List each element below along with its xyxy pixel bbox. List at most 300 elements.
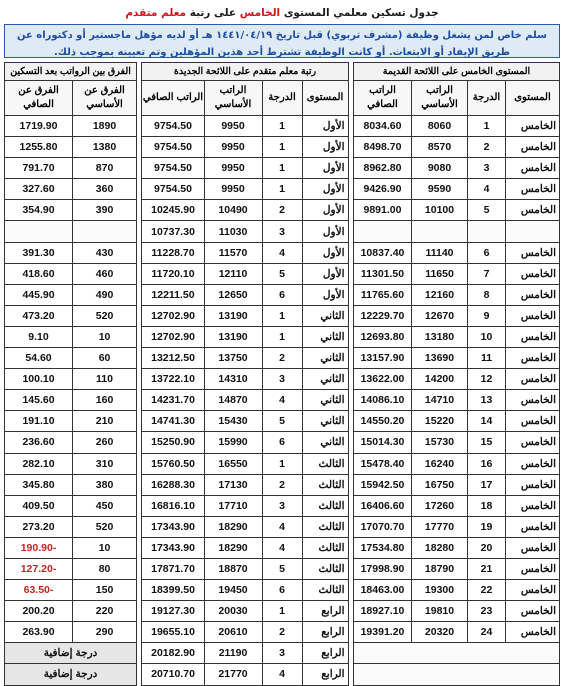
cell-level: الخامس xyxy=(506,305,560,326)
cell-net-salary: 8034.60 xyxy=(353,116,411,137)
cell-grade: 5 xyxy=(468,200,506,221)
cell-basic-salary: 14710 xyxy=(412,390,468,411)
cell-level: الخامس xyxy=(506,242,560,263)
table-row xyxy=(353,263,559,284)
cell-grade: 18 xyxy=(468,495,506,516)
table-row xyxy=(142,516,348,537)
cell-net-salary: 13157.90 xyxy=(353,348,411,369)
cell-basic-salary: 17710 xyxy=(204,495,262,516)
table-row xyxy=(142,284,348,305)
table-row xyxy=(5,432,137,453)
cell-net-salary: 19127.30 xyxy=(142,601,204,622)
cell-diff-net: 345.80 xyxy=(5,474,73,495)
cell-net-salary: 12693.80 xyxy=(353,326,411,347)
cell-diff-net: 473.20 xyxy=(5,305,73,326)
cell-grade: 21 xyxy=(468,558,506,579)
cell-basic-salary: 12670 xyxy=(412,305,468,326)
cell-diff-net: -190.90 xyxy=(5,537,73,558)
cell-diff-basic: 430 xyxy=(73,242,137,263)
cell-basic-salary: 9950 xyxy=(204,158,262,179)
table-row xyxy=(142,390,348,411)
cell-grade: 9 xyxy=(468,305,506,326)
cell-basic-salary: 8060 xyxy=(412,116,468,137)
cell-diff-basic: 490 xyxy=(73,284,137,305)
cell-grade: 1 xyxy=(262,326,302,347)
table-row xyxy=(142,348,348,369)
cell-net-salary: 12229.70 xyxy=(353,305,411,326)
cell-grade: 6 xyxy=(262,580,302,601)
cell-grade: 2 xyxy=(468,137,506,158)
table-row xyxy=(142,622,348,643)
cell-diff-basic: 380 xyxy=(73,474,137,495)
cell-grade: 1 xyxy=(262,116,302,137)
new-col-net: الراتب الصافي xyxy=(142,81,204,116)
table-row xyxy=(142,263,348,284)
cell-diff-net: -127.20 xyxy=(5,558,73,579)
cell-net-salary: 8962.80 xyxy=(353,158,411,179)
cell-grade: 4 xyxy=(262,537,302,558)
cell-level: الخامس xyxy=(506,326,560,347)
table-row xyxy=(142,221,348,242)
table-row xyxy=(353,537,559,558)
cell-grade: 4 xyxy=(262,242,302,263)
cell-level: الخامس xyxy=(506,601,560,622)
cell-net-salary: 14550.20 xyxy=(353,411,411,432)
table-row xyxy=(5,116,137,137)
table-row xyxy=(353,580,559,601)
cell-grade: 11 xyxy=(468,348,506,369)
cell-net-salary xyxy=(353,221,411,242)
cell-level: الثالث xyxy=(302,580,348,601)
cell-net-salary: 17343.90 xyxy=(142,537,204,558)
table-row xyxy=(142,242,348,263)
cell-grade: 6 xyxy=(468,242,506,263)
table-row xyxy=(5,622,137,643)
cell-grade: 4 xyxy=(262,664,302,685)
cell-basic-salary: 19300 xyxy=(412,580,468,601)
cell-net-salary: 9754.50 xyxy=(142,116,204,137)
extra-grade-label: درجة إضافية xyxy=(5,664,137,685)
cell-level: الخامس xyxy=(506,263,560,284)
salary-schedule-page xyxy=(4,3,560,686)
page-title: جدول تسكين معلمي المستوى الخامس على رتبة معلم متقدم xyxy=(125,7,439,19)
cell-basic-salary: 18280 xyxy=(412,537,468,558)
new-col-grade: الدرجة xyxy=(262,81,302,116)
cell-net-salary: 16288.30 xyxy=(142,474,204,495)
cell-level: الثالث xyxy=(302,537,348,558)
old-schedule-table xyxy=(353,62,560,686)
cell-basic-salary: 11570 xyxy=(204,242,262,263)
cell-basic-salary: 21190 xyxy=(204,643,262,664)
cell-level: الثاني xyxy=(302,305,348,326)
cell-net-salary: 9754.50 xyxy=(142,137,204,158)
table-row xyxy=(142,495,348,516)
cell-net-salary: 18399.50 xyxy=(142,580,204,601)
cell-basic-salary: 9080 xyxy=(412,158,468,179)
cell-diff-basic: 870 xyxy=(73,158,137,179)
new-schedule-table xyxy=(141,62,348,686)
cell-grade: 4 xyxy=(468,179,506,200)
cell-diff-net: 409.50 xyxy=(5,495,73,516)
table-row xyxy=(142,537,348,558)
table-row xyxy=(5,537,137,558)
cell-grade: 1 xyxy=(262,305,302,326)
cell-grade: 8 xyxy=(468,284,506,305)
cell-grade: 16 xyxy=(468,453,506,474)
cell-grade: 19 xyxy=(468,516,506,537)
table-row xyxy=(353,242,559,263)
table-row xyxy=(353,116,559,137)
table-row xyxy=(5,558,137,579)
cell-grade: 2 xyxy=(262,200,302,221)
cell-basic-salary: 12110 xyxy=(204,263,262,284)
cell-basic-salary xyxy=(412,221,468,242)
cell-grade: 5 xyxy=(262,558,302,579)
table-row xyxy=(5,643,137,664)
table-row xyxy=(353,516,559,537)
cell-diff-net: 145.60 xyxy=(5,390,73,411)
table-row xyxy=(5,179,137,200)
cell-basic-salary: 20030 xyxy=(204,601,262,622)
cell-level: الأول xyxy=(302,179,348,200)
cell-level: الخامس xyxy=(506,622,560,643)
table-row xyxy=(5,474,137,495)
cell-grade: 15 xyxy=(468,432,506,453)
cell-grade xyxy=(468,221,506,242)
cell-basic-salary: 13190 xyxy=(204,326,262,347)
cell-diff-basic: 310 xyxy=(73,453,137,474)
diff-col-basic: الفرق عن الأساسي xyxy=(73,81,137,116)
cell-grade: 5 xyxy=(262,411,302,432)
cell-basic-salary: 15220 xyxy=(412,411,468,432)
cell-net-salary: 15760.50 xyxy=(142,453,204,474)
cell-diff-net: 200.20 xyxy=(5,601,73,622)
table-row xyxy=(5,263,137,284)
table-row xyxy=(142,664,348,685)
cell-diff-basic: 520 xyxy=(73,516,137,537)
cell-level xyxy=(506,221,560,242)
cell-diff-net xyxy=(5,221,73,242)
cell-diff-net: 1719.90 xyxy=(5,116,73,137)
cell-level: الثاني xyxy=(302,348,348,369)
table-row xyxy=(353,664,559,685)
cell-level: الخامس xyxy=(506,432,560,453)
cell-net-salary: 12702.90 xyxy=(142,326,204,347)
cell-level: الأول xyxy=(302,242,348,263)
cell-grade: 2 xyxy=(262,474,302,495)
cell-net-salary: 19391.20 xyxy=(353,622,411,643)
cell-net-salary: 17871.70 xyxy=(142,558,204,579)
cell-diff-basic: 1890 xyxy=(73,116,137,137)
difference-table xyxy=(4,62,137,686)
extra-grade-label: درجة إضافية xyxy=(5,643,137,664)
cell-diff-basic: 160 xyxy=(73,390,137,411)
cell-basic-salary: 10490 xyxy=(204,200,262,221)
cell-net-salary: 20710.70 xyxy=(142,664,204,685)
table-row xyxy=(353,474,559,495)
cell-grade: 5 xyxy=(262,263,302,284)
cell-diff-basic: 150 xyxy=(73,580,137,601)
cell-net-salary: 13622.00 xyxy=(353,369,411,390)
cell-basic-salary: 19810 xyxy=(412,601,468,622)
title-level: الخامس xyxy=(239,7,281,19)
cell-grade: 1 xyxy=(262,601,302,622)
cell-level: الثالث xyxy=(302,516,348,537)
cell-net-salary: 9426.90 xyxy=(353,179,411,200)
cell-grade: 12 xyxy=(468,369,506,390)
cell-level: الأول xyxy=(302,263,348,284)
cell-level: الخامس xyxy=(506,369,560,390)
cell-grade: 23 xyxy=(468,601,506,622)
cell-level: الأول xyxy=(302,137,348,158)
cell-level: الرابع xyxy=(302,622,348,643)
cell-diff-basic: 80 xyxy=(73,558,137,579)
cell-basic-salary: 18290 xyxy=(204,537,262,558)
cell-net-salary: 11720.10 xyxy=(142,263,204,284)
table-row xyxy=(5,516,137,537)
table-row xyxy=(5,390,137,411)
cell-diff-net: 263.90 xyxy=(5,622,73,643)
table-row xyxy=(142,580,348,601)
cell-net-salary: 11228.70 xyxy=(142,242,204,263)
cell-basic-salary: 17130 xyxy=(204,474,262,495)
old-col-grade: الدرجة xyxy=(468,81,506,116)
cell-basic-salary: 13750 xyxy=(204,348,262,369)
table-row xyxy=(5,326,137,347)
cell-grade: 1 xyxy=(262,158,302,179)
cell-net-salary: 20182.90 xyxy=(142,643,204,664)
cell-basic-salary: 11140 xyxy=(412,242,468,263)
table-row xyxy=(5,411,137,432)
table-row xyxy=(142,179,348,200)
cell-diff-net: 9.10 xyxy=(5,326,73,347)
table-row xyxy=(5,284,137,305)
cell-basic-salary: 12650 xyxy=(204,284,262,305)
cell-basic-salary: 13190 xyxy=(204,305,262,326)
cell-net-salary: 17534.80 xyxy=(353,537,411,558)
cell-level: الخامس xyxy=(506,390,560,411)
cell-basic-salary: 8570 xyxy=(412,137,468,158)
cell-grade: 7 xyxy=(468,263,506,284)
cell-grade: 17 xyxy=(468,474,506,495)
cell-grade: 4 xyxy=(262,390,302,411)
table-row xyxy=(5,200,137,221)
cell-net-salary: 11765.60 xyxy=(353,284,411,305)
eligibility-note: سلم خاص لمن يشغل وظيفة (مشرف تربوي) قبل تاريخ ١٤٤١/٠٤/١٩ هـ أو لديه مؤهل ماجستير أو دكتوراه عن طريق الإيفاد أو الابتعاث. أو كانت الوظيفة تشترط أحد هذين المؤهلين وتم تعيينه بموجب ذلك. xyxy=(4,24,560,58)
table-row xyxy=(142,601,348,622)
cell-net-salary: 19655.10 xyxy=(142,622,204,643)
cell-basic-salary: 20320 xyxy=(412,622,468,643)
cell-grade: 3 xyxy=(262,643,302,664)
cell-net-salary: 16406.60 xyxy=(353,495,411,516)
cell-diff-basic: 390 xyxy=(73,200,137,221)
cell-diff-net: 54.60 xyxy=(5,348,73,369)
cell-level: الخامس xyxy=(506,580,560,601)
cell-level: الخامس xyxy=(506,116,560,137)
cell-diff-net: 391.30 xyxy=(5,242,73,263)
cell-basic-salary: 9950 xyxy=(204,179,262,200)
table-row xyxy=(353,643,559,664)
cell-net-salary: 13212.50 xyxy=(142,348,204,369)
cell-grade: 6 xyxy=(262,284,302,305)
cell-basic-salary: 15730 xyxy=(412,432,468,453)
cell-basic-salary: 13690 xyxy=(412,348,468,369)
table-row xyxy=(353,601,559,622)
cell-grade: 20 xyxy=(468,537,506,558)
cell-level: الخامس xyxy=(506,200,560,221)
cell-diff-basic: 260 xyxy=(73,432,137,453)
cell-level: الثالث xyxy=(302,558,348,579)
cell-grade: 6 xyxy=(262,432,302,453)
empty-cell xyxy=(353,664,559,685)
cell-net-salary: 15014.30 xyxy=(353,432,411,453)
cell-basic-salary: 11030 xyxy=(204,221,262,242)
cell-diff-net: 273.20 xyxy=(5,516,73,537)
cell-level: الثالث xyxy=(302,474,348,495)
cell-grade: 3 xyxy=(262,369,302,390)
cell-net-salary: 15942.50 xyxy=(353,474,411,495)
cell-basic-salary: 18870 xyxy=(204,558,262,579)
cell-grade: 4 xyxy=(262,516,302,537)
cell-diff-net: 191.10 xyxy=(5,411,73,432)
cell-diff-basic: 110 xyxy=(73,369,137,390)
cell-net-salary: 16816.10 xyxy=(142,495,204,516)
cell-basic-salary: 15990 xyxy=(204,432,262,453)
new-col-basic: الراتب الأساسي xyxy=(204,81,262,116)
table-row xyxy=(142,200,348,221)
cell-diff-net: 327.60 xyxy=(5,179,73,200)
cell-basic-salary: 15430 xyxy=(204,411,262,432)
cell-basic-salary: 17770 xyxy=(412,516,468,537)
cell-grade: 1 xyxy=(262,137,302,158)
cell-diff-net: -63.50 xyxy=(5,580,73,601)
title-rank: معلم متقدم xyxy=(125,7,187,19)
cell-net-salary: 17343.90 xyxy=(142,516,204,537)
cell-level: الخامس xyxy=(506,284,560,305)
cell-level: الخامس xyxy=(506,558,560,579)
table-row xyxy=(5,664,137,685)
table-row xyxy=(142,326,348,347)
empty-cell xyxy=(353,643,559,664)
table-row xyxy=(5,348,137,369)
cell-level: الخامس xyxy=(506,411,560,432)
cell-level: الثالث xyxy=(302,453,348,474)
cell-diff-net: 1255.80 xyxy=(5,137,73,158)
cell-net-salary: 8498.70 xyxy=(353,137,411,158)
cell-level: الرابع xyxy=(302,601,348,622)
table-row xyxy=(353,622,559,643)
cell-level: الخامس xyxy=(506,537,560,558)
cell-diff-net: 791.70 xyxy=(5,158,73,179)
cell-basic-salary: 14310 xyxy=(204,369,262,390)
cell-diff-basic xyxy=(73,221,137,242)
cell-net-salary: 14741.30 xyxy=(142,411,204,432)
old-col-net: الراتب الصافي xyxy=(353,81,411,116)
table-row xyxy=(142,305,348,326)
cell-net-salary: 18927.10 xyxy=(353,601,411,622)
table-row xyxy=(5,221,137,242)
table-row xyxy=(353,453,559,474)
table-row xyxy=(142,369,348,390)
old-col-level: المستوى xyxy=(506,81,560,116)
cell-diff-basic: 10 xyxy=(73,537,137,558)
table-row xyxy=(353,221,559,242)
cell-diff-net: 236.60 xyxy=(5,432,73,453)
cell-grade: 3 xyxy=(262,221,302,242)
cell-diff-basic: 290 xyxy=(73,622,137,643)
cell-basic-salary: 12160 xyxy=(412,284,468,305)
table-row xyxy=(5,580,137,601)
table-row xyxy=(353,200,559,221)
cell-basic-salary: 18790 xyxy=(412,558,468,579)
cell-net-salary: 12211.50 xyxy=(142,284,204,305)
cell-basic-salary: 21770 xyxy=(204,664,262,685)
cell-basic-salary: 9950 xyxy=(204,137,262,158)
cell-diff-basic: 60 xyxy=(73,348,137,369)
cell-basic-salary: 16240 xyxy=(412,453,468,474)
cell-diff-net: 445.90 xyxy=(5,284,73,305)
tables-container xyxy=(4,62,560,686)
cell-grade: 14 xyxy=(468,411,506,432)
table-row xyxy=(353,326,559,347)
cell-basic-salary: 18290 xyxy=(204,516,262,537)
cell-level: الثاني xyxy=(302,411,348,432)
cell-level: الأول xyxy=(302,221,348,242)
cell-grade: 3 xyxy=(262,495,302,516)
table-row xyxy=(353,558,559,579)
cell-grade: 13 xyxy=(468,390,506,411)
cell-level: الثالث xyxy=(302,495,348,516)
cell-net-salary: 14231.70 xyxy=(142,390,204,411)
cell-diff-net: 100.10 xyxy=(5,369,73,390)
cell-basic-salary: 13180 xyxy=(412,326,468,347)
cell-level: الخامس xyxy=(506,158,560,179)
cell-basic-salary: 14870 xyxy=(204,390,262,411)
cell-grade: 2 xyxy=(262,348,302,369)
cell-level: الخامس xyxy=(506,474,560,495)
table-row xyxy=(353,369,559,390)
cell-diff-net: 282.10 xyxy=(5,453,73,474)
table-row xyxy=(353,390,559,411)
table-row xyxy=(353,348,559,369)
old-col-basic: الراتب الأساسي xyxy=(412,81,468,116)
cell-diff-net: 418.60 xyxy=(5,263,73,284)
cell-grade: 1 xyxy=(262,179,302,200)
table-row xyxy=(5,601,137,622)
cell-basic-salary: 11650 xyxy=(412,263,468,284)
cell-basic-salary: 16550 xyxy=(204,453,262,474)
cell-basic-salary: 19450 xyxy=(204,580,262,601)
table-row xyxy=(5,137,137,158)
table-row xyxy=(5,158,137,179)
cell-grade: 1 xyxy=(468,116,506,137)
table-row xyxy=(5,453,137,474)
table-row xyxy=(142,453,348,474)
table-row xyxy=(142,411,348,432)
table-row xyxy=(142,558,348,579)
cell-net-salary: 12702.90 xyxy=(142,305,204,326)
cell-level: الثاني xyxy=(302,432,348,453)
new-col-level: المستوى xyxy=(302,81,348,116)
new-table-group-header: رتبة معلم متقدم على اللائحة الجديدة xyxy=(142,63,348,81)
cell-net-salary: 9754.50 xyxy=(142,179,204,200)
table-row xyxy=(353,158,559,179)
table-row xyxy=(142,474,348,495)
table-row xyxy=(142,116,348,137)
cell-level: الرابع xyxy=(302,664,348,685)
cell-diff-basic: 520 xyxy=(73,305,137,326)
cell-net-salary: 9754.50 xyxy=(142,158,204,179)
